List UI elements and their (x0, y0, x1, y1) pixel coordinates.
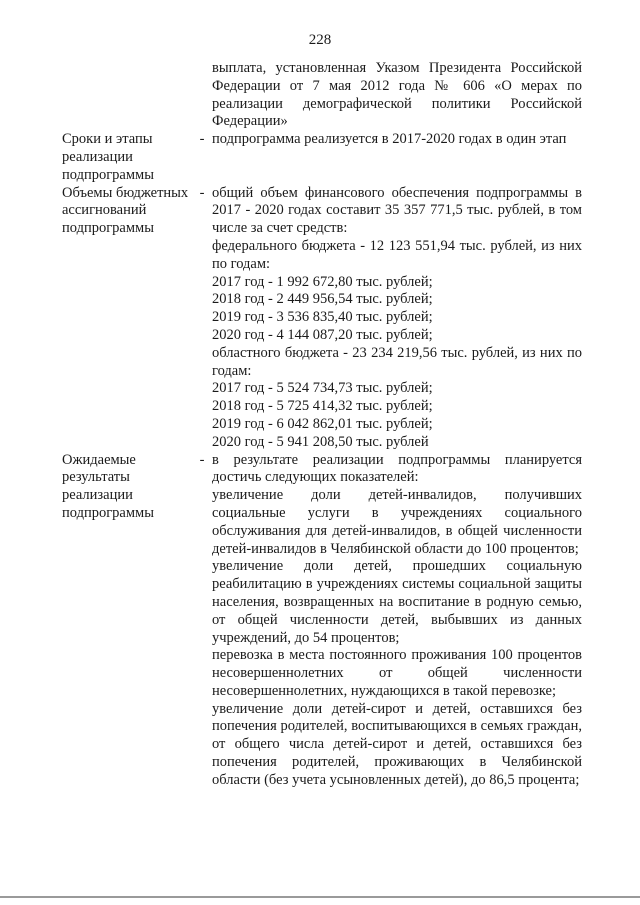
page-number: 228 (308, 32, 332, 48)
paragraph: 2020 год - 5 941 208,50 тыс. рублей (212, 433, 429, 450)
section-label: Сроки и этапы реализации подпрограммы (62, 131, 154, 183)
section-dash: - (199, 184, 205, 201)
intro-dash-cell (192, 60, 212, 131)
paragraph: в результате реализации подпрограммы планируется достичь следующих показателей: (212, 451, 582, 486)
section-dash: - (199, 451, 205, 468)
paragraph: перевозка в места постоянного проживания 100 процентов несовершеннолетних от общей численности несовершеннолетних, нуждающихся в такой перевозке; (212, 647, 582, 699)
paragraph: увеличение доли детей, прошедших социальную реабилитацию в учреждениях системы социальной защиты населения, возвращенных на воспитание в родную семью, от общей численности детей, выбывших из данных учреждений, до 54 процентов; (212, 558, 582, 646)
intro-row (62, 60, 582, 131)
section-value (212, 185, 582, 452)
paragraph: увеличение доли детей-сирот и детей, оставшихся без попечения родителей, воспитывающихся в семьях граждан, от общего числа детей-сирот и детей, оставшихся без попечения родителей, проживающих в Челябинской области (без учета усыновленных детей), до 86,5 процента; (212, 700, 582, 788)
paragraph: федерального бюджета - 12 123 551,94 тыс. рублей, из них по годам: (212, 237, 582, 272)
paragraph: 2017 год - 1 992 672,80 тыс. рублей; (212, 273, 433, 290)
paragraph: областного бюджета - 23 234 219,56 тыс. рублей, из них по годам: (212, 344, 582, 379)
section-value (212, 131, 582, 184)
paragraph: общий объем финансового обеспечения подпрограммы в 2017 - 2020 годах составит 35 357 771,5 тыс. рублей, в том числе за счет средств: (212, 184, 582, 237)
paragraph: подпрограмма реализуется в 2017-2020 годах в один этап (212, 131, 567, 148)
paragraph: 2018 год - 2 449 956,54 тыс. рублей; (212, 291, 433, 308)
section-value (212, 452, 582, 790)
paragraph: 2019 год - 3 536 835,40 тыс. рублей; (212, 309, 433, 326)
page-bottom-edge (0, 896, 640, 898)
section-label: Объемы бюджетных ассигнований подпрограммы (62, 184, 189, 237)
paragraph: 2020 год - 4 144 087,20 тыс. рублей; (212, 326, 433, 343)
paragraph: увеличение доли детей-инвалидов, получивших социальные услуги в учреждениях социального обслуживания для детей-инвалидов, в общей численности детей-инвалидов в Челябинской области до 100 процентов; (212, 487, 582, 557)
section-dash: - (199, 131, 205, 148)
paragraph: 2019 год - 6 042 862,01 тыс. рублей; (212, 415, 433, 432)
section-timing (62, 131, 582, 184)
passport-table (62, 60, 582, 790)
section-results (62, 452, 582, 790)
section-label: Ожидаемые результаты реализации подпрограммы (62, 451, 154, 521)
paragraph: 2018 год - 5 725 414,32 тыс. рублей; (212, 398, 433, 415)
intro-value-cell (212, 60, 582, 131)
section-funding (62, 185, 582, 452)
intro-label-cell (62, 60, 192, 131)
intro-paragraph: выплата, установленная Указом Президента Российской Федерации от 7 мая 2012 года № 606 «О мерах по реализации демографической политики Российской Федерации» (212, 60, 582, 130)
paragraph: 2017 год - 5 524 734,73 тыс. рублей; (212, 380, 433, 397)
